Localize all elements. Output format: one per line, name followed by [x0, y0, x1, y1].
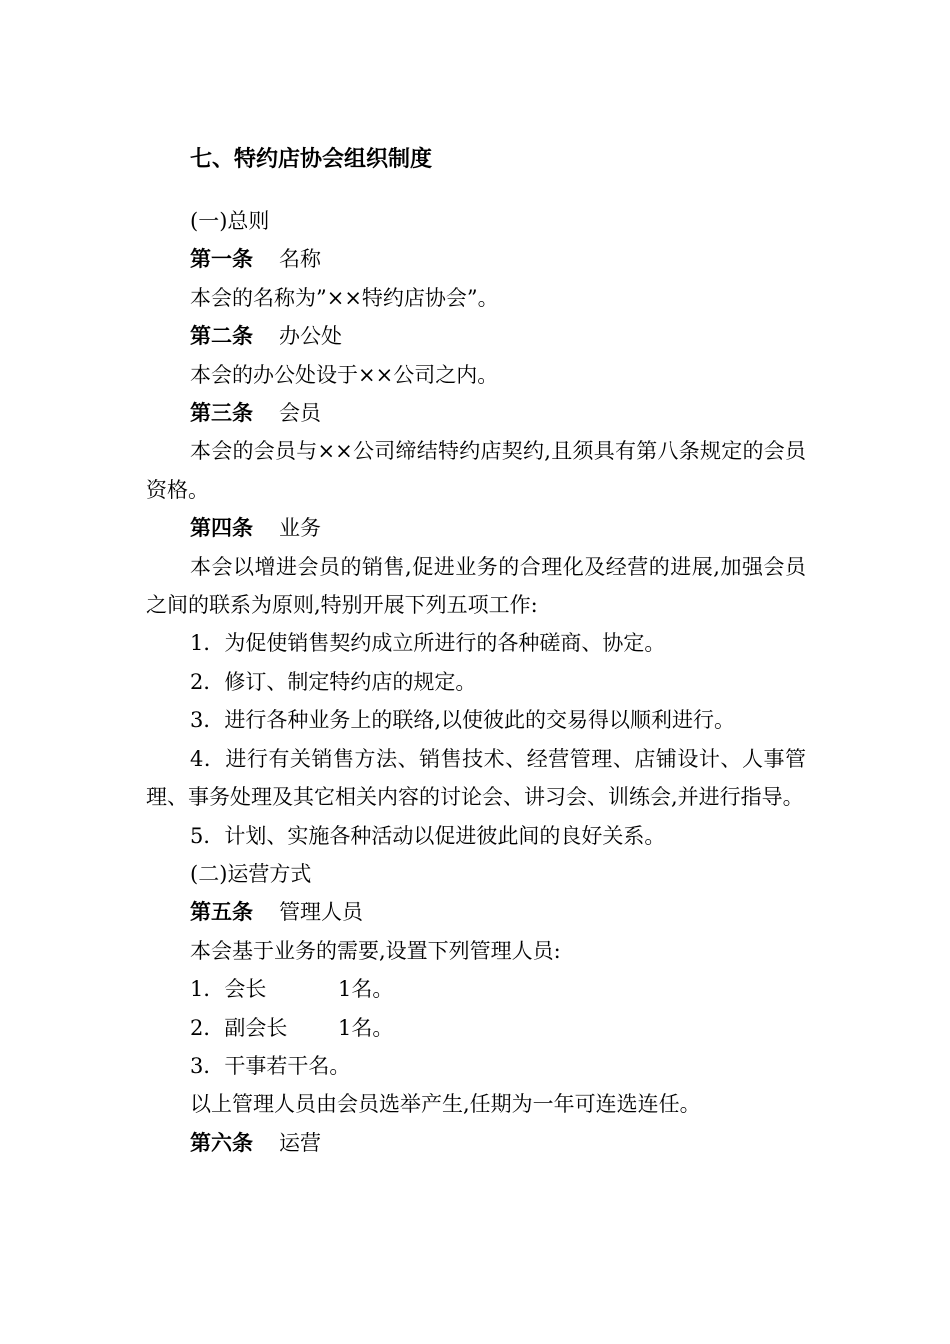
- officer-count: 1名。: [338, 977, 394, 1002]
- article-2-name: 办公处: [279, 324, 342, 349]
- article-5-name: 管理人员: [279, 900, 363, 925]
- article-3-heading: [146, 394, 806, 432]
- article-4-item-2: 2．修订、制定特约店的规定。: [190, 669, 477, 694]
- article-4-item-1: 1．为促使销售契约成立所进行的各种磋商、协定。: [190, 631, 666, 656]
- article-2-heading: [146, 317, 806, 355]
- article-4-body: 本会以增进会员的销售,促进业务的合理化及经营的进展,加强会员之间的联系为原则,特别开展下列五项工作:: [146, 554, 806, 618]
- article-2-number: 第二条: [190, 324, 253, 349]
- article-4-name: 业务: [279, 516, 321, 541]
- officer-row-vice-president: [146, 1009, 806, 1047]
- officer-label: 2．副会长: [190, 1015, 288, 1040]
- article-4-item-3: 3．进行各种业务上的联络,以使彼此的交易得以顺利进行。: [190, 708, 736, 733]
- article-5-note: 以上管理人员由会员选举产生,任期为一年可连选连任。: [190, 1092, 701, 1117]
- officer-count: 1名。: [338, 1015, 394, 1040]
- document-page: [146, 144, 806, 1162]
- article-5-body: 本会基于业务的需要,设置下列管理人员:: [190, 938, 561, 963]
- article-3-name: 会员: [279, 401, 321, 426]
- article-1-name: 名称: [279, 247, 321, 272]
- article-3-number: 第三条: [190, 401, 253, 426]
- article-5-heading: [146, 893, 806, 931]
- document-title: 七、特约店协会组织制度: [190, 147, 433, 172]
- section-heading-general: (一)总则: [190, 209, 270, 233]
- article-1-number: 第一条: [190, 247, 253, 272]
- article-1-heading: [146, 240, 806, 278]
- article-4-heading: [146, 509, 806, 547]
- section-heading-operations: (二)运营方式: [190, 861, 312, 886]
- article-6-number: 第六条: [190, 1130, 253, 1155]
- article-2-body: 本会的办公处设于××公司之内。: [190, 362, 499, 387]
- article-6-heading: [146, 1124, 806, 1162]
- article-6-name: 运营: [279, 1130, 321, 1155]
- article-4-item-4: 4．进行有关销售方法、销售技术、经营管理、店铺设计、人事管理、事务处理及其它相关内容的讨论会、讲习会、训练会,并进行指导。: [146, 746, 806, 810]
- officer-row-president: [146, 970, 806, 1008]
- officer-label: 1．会长: [190, 977, 267, 1002]
- article-4-number: 第四条: [190, 516, 253, 541]
- article-5-number: 第五条: [190, 900, 253, 925]
- article-1-body: 本会的名称为”××特约店协会”。: [190, 285, 499, 310]
- article-3-body: 本会的会员与××公司缔结特约店契约,且须具有第八条规定的会员资格。: [146, 439, 806, 502]
- officer-row-directors: 3．干事若干名。: [190, 1053, 351, 1078]
- article-4-item-5: 5．计划、实施各种活动以促进彼此间的良好关系。: [190, 823, 666, 848]
